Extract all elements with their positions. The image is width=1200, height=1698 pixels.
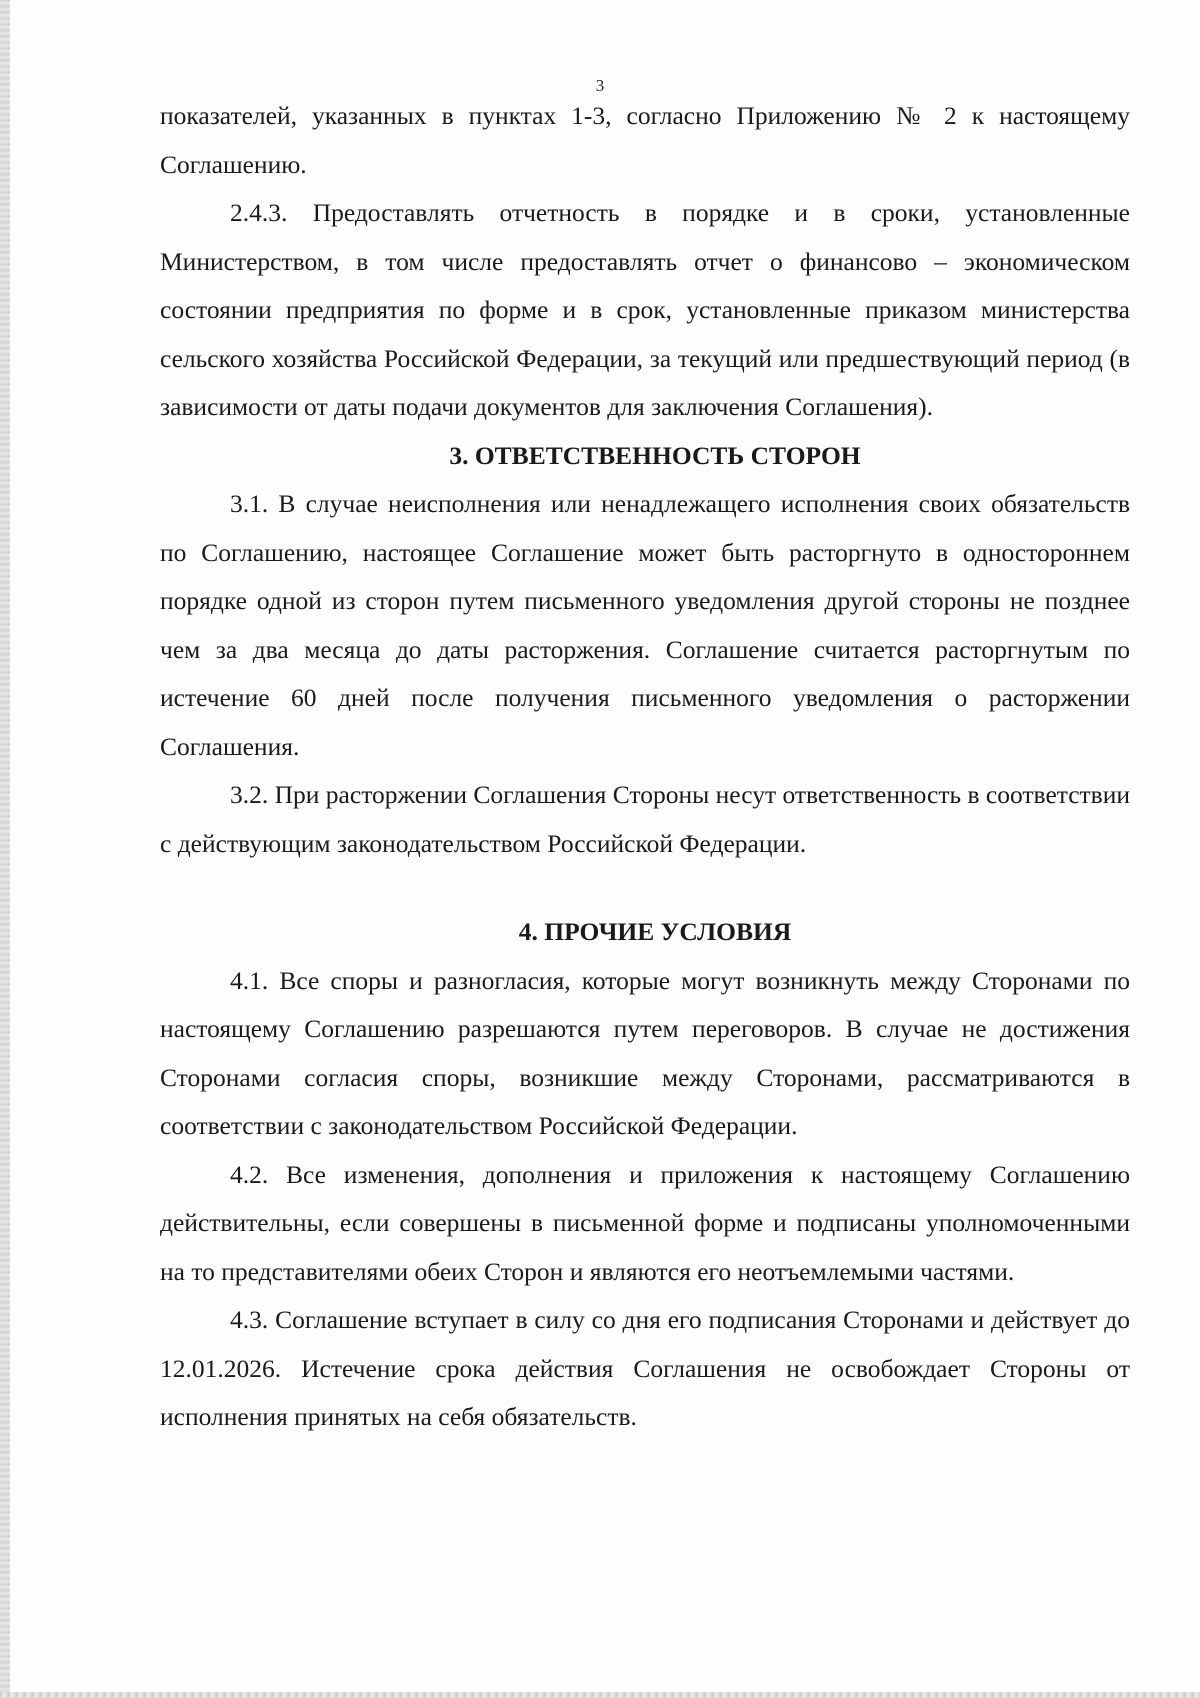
paragraph-4-2: 4.2. Все изменения, дополнения и приложения к настоящему Соглашению действительны, если совершены в письменной форме и подписаны уполномоченными на то представителями обеих Сторон и являются его неотъемлемыми частями.	[160, 1159, 1130, 1286]
paragraph-3-1: 3.1. В случае неисполнения или ненадлежащего исполнения своих обязательств по Соглашению, настоящее Соглашение может быть расторгнуто в одностороннем порядке одной из сторон путем письменного уведомления другой стороны не позднее чем за два месяца до даты расторжения. Соглашение считается расторгнутым по истечение 60 дней после получения письменного уведомления о расторжении Соглашения.	[160, 489, 1130, 761]
section-heading-4: 4. ПРОЧИЕ УСЛОВИЯ	[518, 917, 792, 946]
paragraph-2-4-3: 2.4.3. Предоставлять отчетность в порядке и в сроки, установленные Министерством, в том числе предоставлять отчет о финансово – экономическом состоянии предприятия по форме и в срок, установленные приказом министерства сельского хозяйства Российской Федерации, за текущий или предшествующий период (в зависимости от даты подачи документов для заключения Соглашения).	[160, 198, 1130, 421]
page-number: 3	[595, 76, 605, 95]
paragraph-4-1: 4.1. Все споры и разногласия, которые могут возникнуть между Сторонами по настоящему Соглашению разрешаются путем переговоров. В случае не достижения Сторонами согласия споры, возникшие между Сторонами, рассматриваются в соответствии с законодательством Российской Федерации.	[160, 965, 1130, 1140]
paragraph-3-2: 3.2. При расторжении Соглашения Стороны несут ответственность в соответствии с действующим законодательством Российской Федерации.	[160, 780, 1131, 858]
document-body	[160, 92, 1130, 1442]
scan-edge-bottom	[0, 1692, 1200, 1698]
section-spacer	[160, 868, 1130, 908]
section-heading-3: 3. ОТВЕТСТВЕННОСТЬ СТОРОН	[449, 440, 861, 470]
paragraph-4-3: 4.3. Соглашение вступает в силу со дня его подписания Сторонами и действует до 12.01.2026. Истечение срока действия Соглашения не освобождает Стороны от исполнения принятых на себя обязательств.	[160, 1305, 1130, 1431]
paragraph-2-4-2-continuation: показателей, указанных в пунктах 1-3, согласно Приложению № 2 к настоящему Соглашению.	[160, 101, 1130, 179]
scan-edge-left	[0, 0, 10, 1698]
